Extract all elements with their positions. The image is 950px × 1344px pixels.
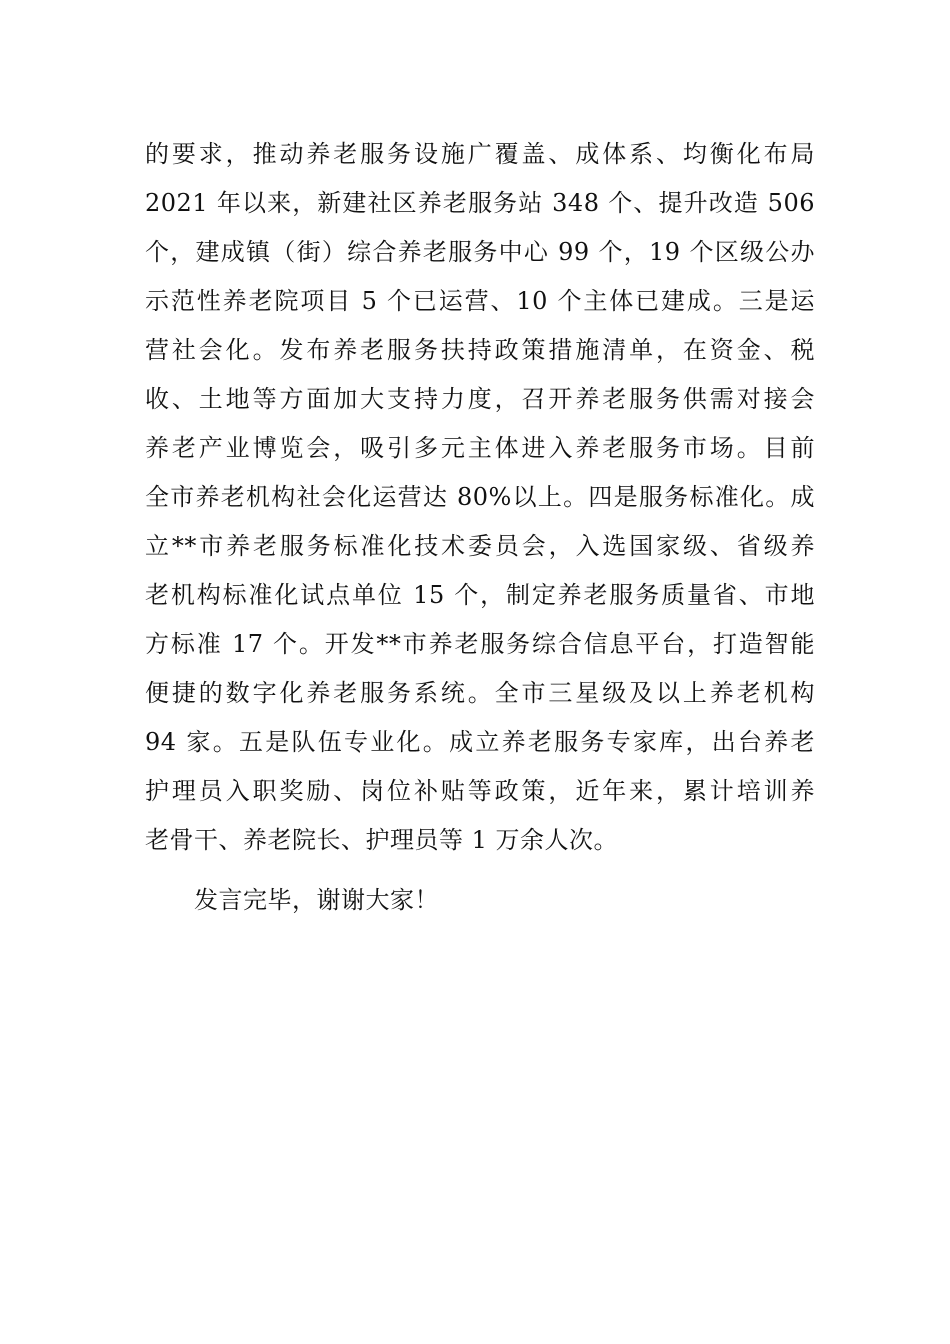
text-line: 方标准 17 个。开发**市养老服务综合信息平台，打造智能 xyxy=(145,630,815,658)
text-line: 94 家。五是队伍专业化。成立养老服务专家库，出台养老 xyxy=(145,728,815,756)
body-paragraph xyxy=(145,130,815,865)
text-line: 的要求，推动养老服务设施广覆盖、成体系、均衡化布局 xyxy=(145,140,815,168)
text-line: 营社会化。发布养老服务扶持政策措施清单，在资金、税 xyxy=(145,336,815,364)
text-line: 护理员入职奖励、岗位补贴等政策，近年来，累计培训养 xyxy=(145,777,815,805)
text-line: 养老产业博览会，吸引多元主体进入养老服务市场。目前 xyxy=(145,434,815,462)
text-line: 老骨干、养老院长、护理员等 1 万余人次。 xyxy=(145,826,619,854)
text-line: 2021 年以来，新建社区养老服务站 348 个、提升改造 506 xyxy=(145,189,815,217)
text-line: 立**市养老服务标准化技术委员会，入选国家级、省级养 xyxy=(145,532,815,560)
text-line: 个，建成镇（街）综合养老服务中心 99 个，19 个区级公办 xyxy=(145,238,815,266)
text-line: 便捷的数字化养老服务系统。全市三星级及以上养老机构 xyxy=(145,679,815,707)
text-line: 收、土地等方面加大支持力度，召开养老服务供需对接会 xyxy=(145,385,815,413)
text-line: 全市养老机构社会化运营达 80%以上。四是服务标准化。成 xyxy=(145,483,815,511)
closing-remark: 发言完毕，谢谢大家！ xyxy=(194,886,439,914)
text-line: 老机构标准化试点单位 15 个，制定养老服务质量省、市地 xyxy=(145,581,815,609)
text-line: 示范性养老院项目 5 个已运营、10 个主体已建成。三是运 xyxy=(145,287,815,315)
